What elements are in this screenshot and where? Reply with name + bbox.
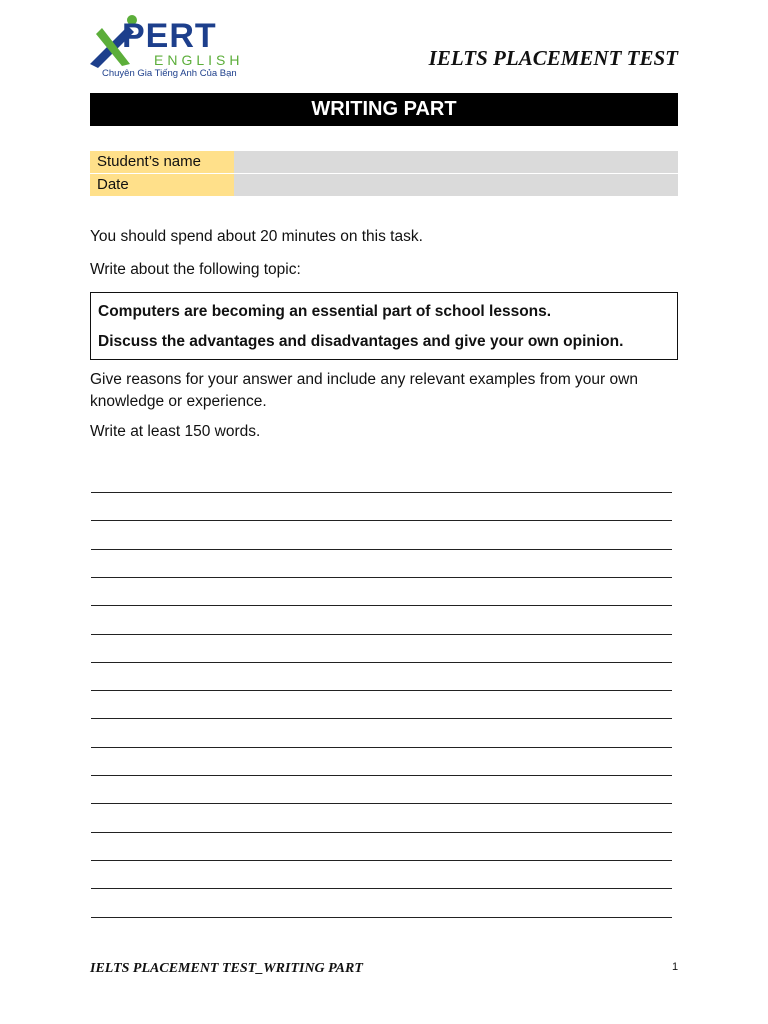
logo-wordmark: PERT [122, 17, 217, 55]
reasons-instruction: Give reasons for your answer and include any relevant examples from your own knowledge or experience. [90, 371, 638, 410]
answer-line[interactable] [91, 832, 672, 833]
logo-subtitle: ENGLISH [154, 52, 244, 68]
topic-intro: Write about the following topic: [90, 261, 301, 278]
answer-line[interactable] [91, 634, 672, 635]
answer-line[interactable] [91, 662, 672, 663]
header-title: IELTS PLACEMENT TEST [428, 46, 678, 70]
student-info-table [90, 151, 678, 197]
answer-line[interactable] [91, 747, 672, 748]
answer-line[interactable] [91, 549, 672, 550]
word-count-instruction: Write at least 150 words. [90, 423, 261, 440]
date-field[interactable] [234, 174, 678, 197]
section-banner: WRITING PART [90, 93, 678, 126]
answer-line[interactable] [91, 577, 672, 578]
xpert-english-logo [88, 12, 258, 80]
answer-line[interactable] [91, 520, 672, 521]
logo-tagline: Chuyên Gia Tiếng Anh Của Bạn [102, 68, 237, 79]
student-name-field[interactable] [234, 151, 678, 174]
page-number: 1 [672, 961, 679, 973]
task-statement: Computers are becoming an essential part of school lessons. [98, 303, 552, 320]
answer-line[interactable] [91, 860, 672, 861]
footer-title: IELTS PLACEMENT TEST_WRITING PART [90, 961, 363, 976]
task-prompt-box [90, 292, 678, 360]
student-name-label: Student’s name [90, 151, 234, 174]
answer-line[interactable] [91, 888, 672, 889]
answer-line[interactable] [91, 690, 672, 691]
time-instruction: You should spend about 20 minutes on this task. [90, 228, 423, 245]
date-row [90, 174, 678, 197]
date-label: Date [90, 174, 234, 197]
answer-line[interactable] [91, 492, 672, 493]
answer-line[interactable] [91, 917, 672, 918]
student-name-row [90, 151, 678, 174]
answer-line[interactable] [91, 605, 672, 606]
answer-line[interactable] [91, 775, 672, 776]
answer-line[interactable] [91, 718, 672, 719]
answer-line[interactable] [91, 803, 672, 804]
task-question: Discuss the advantages and disadvantages and give your own opinion. [98, 333, 624, 350]
